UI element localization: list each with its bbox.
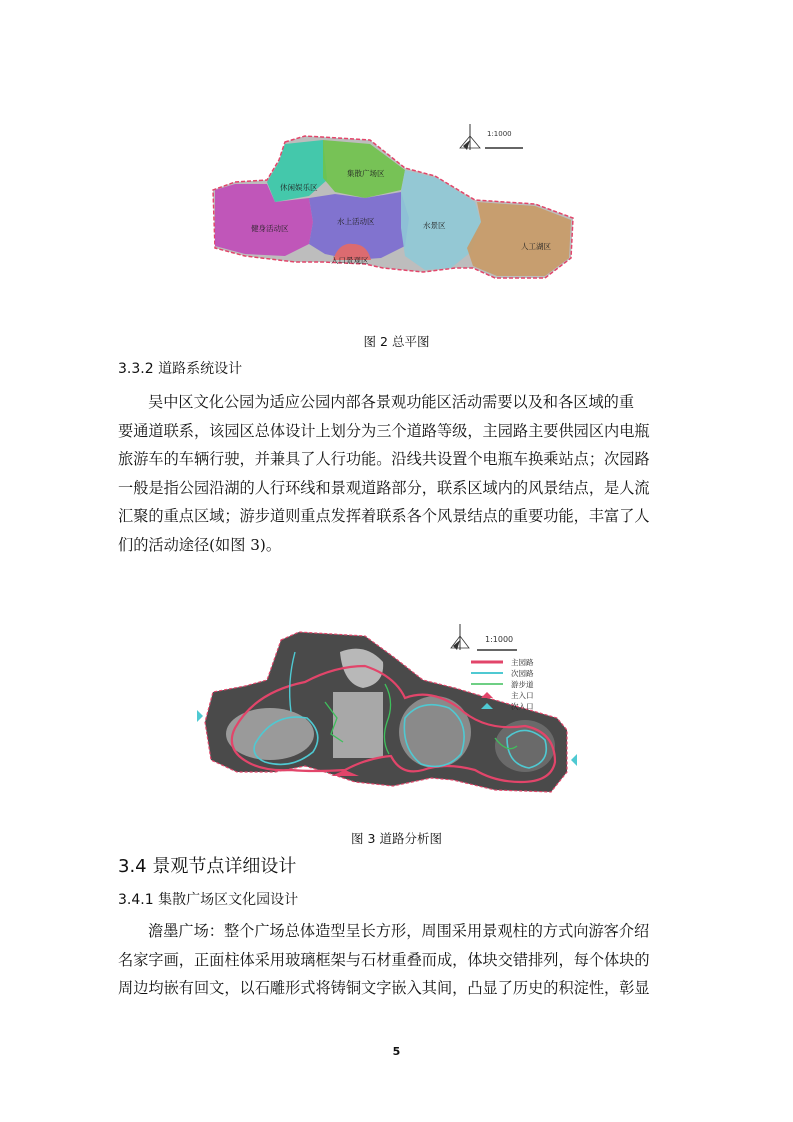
paragraph-line: 要通道联系，该园区总体设计上划分为三个道路等级，主园路主要供园区内电瓶 (118, 421, 650, 440)
zone-label: 人工湖区 (521, 242, 551, 251)
paragraph-road-system (118, 388, 678, 559)
legend-label: 次入口 (511, 702, 534, 711)
legend-label: 主入口 (511, 691, 534, 700)
figure-2-master-plan (205, 118, 590, 288)
paragraph-line: 名家字画，正面柱体采用玻璃框架与石材重叠而成，体块交错排列，每个体块的 (118, 950, 650, 969)
figure-2-caption: 图 2 总平图 (363, 334, 430, 349)
scale-label: 1:1000 (485, 635, 514, 644)
page-number: 5 (392, 1045, 401, 1058)
north-arrow-icon (460, 124, 480, 150)
figure-3-caption: 图 3 道路分析图 (351, 831, 442, 846)
paragraph-line: 们的活动途径(如图 3)。 (118, 535, 282, 554)
zone-label: 休闲娱乐区 (280, 183, 318, 192)
paragraph-line: 吴中区文化公园为适应公园内部各景观功能区活动需要以及和各区域的重 (148, 393, 634, 411)
paragraph-line: 旅游车的车辆行驶，并兼具了人行功能。沿线共设置个电瓶车换乘站点；次园路 (118, 450, 650, 468)
paragraph-line: 澹墨广场：整个广场总体造型呈长方形，周围采用景观柱的方式向游客介绍 (148, 922, 650, 940)
paragraph-line: 一般是指公园沿湖的人行环线和景观道路部分，联系区域内的风景结点，是人流 (118, 478, 650, 497)
legend-swatch (481, 692, 493, 698)
zone-label: 集散广场区 (347, 169, 385, 178)
paragraph-line: 汇聚的重点区域；游步道则重点发挥着联系各个风景结点的重要功能，丰富了人 (118, 507, 650, 525)
legend-label: 主园路 (511, 658, 534, 667)
legend-label: 次园路 (511, 669, 534, 678)
section-heading-3-3-2: 3.3.2 道路系统设计 (118, 361, 243, 377)
zone-label: 水景区 (423, 221, 446, 230)
legend-label: 游步道 (511, 680, 534, 689)
scale-label: 1:1000 (487, 130, 512, 138)
paragraph-line: 周边均嵌有回文，以石雕形式将铸铜文字嵌入其间，凸显了历史的积淀性，彰显 (118, 979, 650, 997)
paragraph-danmo-plaza (118, 917, 678, 1003)
figure-3-road-analysis (195, 622, 585, 807)
section-heading-3-4: 3.4 景观节点详细设计 (118, 856, 297, 877)
zone-label: 健身活动区 (251, 224, 289, 233)
section-heading-3-4-1: 3.4.1 集散广场区文化园设计 (118, 892, 299, 908)
north-arrow-icon (451, 624, 469, 650)
zone-label: 水上活动区 (337, 217, 375, 226)
zone-label: 入口景观区 (331, 256, 369, 265)
